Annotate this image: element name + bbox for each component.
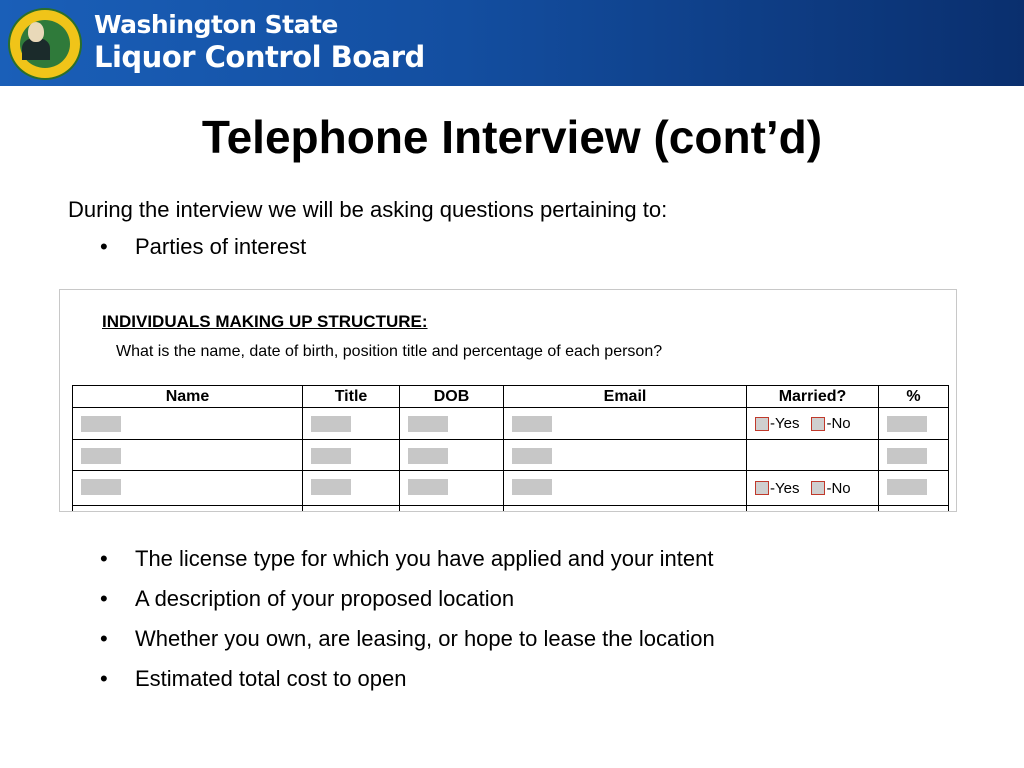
name-field <box>81 448 121 464</box>
slide-title: Telephone Interview (cont’d) <box>201 111 823 163</box>
form-heading: INDIVIDUALS MAKING UP STRUCTURE: <box>102 312 428 331</box>
email-field <box>512 416 552 432</box>
percent-field <box>887 448 927 464</box>
bullet-list-top <box>100 233 306 273</box>
bullet-dot: • <box>100 234 108 259</box>
married-cell <box>747 440 879 471</box>
no-label: -No <box>826 415 851 432</box>
name-cell <box>73 506 303 513</box>
dob-field <box>408 448 448 464</box>
table-row <box>73 506 949 513</box>
bullet-text: The license type for which you have applied and your intent <box>135 546 714 571</box>
title-field <box>311 479 351 495</box>
dob-cell <box>400 440 504 471</box>
title-cell <box>303 408 400 440</box>
email-cell <box>504 440 747 471</box>
title-cell <box>303 506 400 513</box>
column-header-percent: % <box>879 386 949 408</box>
header-banner <box>0 0 1024 86</box>
bullet-item <box>100 545 715 585</box>
no-label: -No <box>826 479 851 497</box>
column-header-title: Title <box>303 386 400 408</box>
table-row <box>73 408 949 440</box>
married-no-checkbox <box>811 417 825 431</box>
bullet-dot: • <box>100 626 108 651</box>
bullet-item <box>100 233 306 273</box>
yes-label: -Yes <box>770 415 800 432</box>
email-field <box>512 479 552 495</box>
bullet-text: Parties of interest <box>135 234 307 259</box>
email-cell <box>504 471 747 506</box>
bullet-dot: • <box>100 546 108 571</box>
dob-cell <box>400 506 504 513</box>
column-header-married: Married? <box>747 386 879 408</box>
name-cell <box>73 440 303 471</box>
email-cell <box>504 506 747 513</box>
percent-cell <box>879 440 949 471</box>
bullet-item <box>100 665 715 705</box>
table-header-row <box>73 386 949 408</box>
washington-seal-logo <box>8 8 82 80</box>
intro-text: During the interview we will be asking questions pertaining to: <box>68 197 668 222</box>
percent-cell <box>879 471 949 506</box>
yes-label: -Yes <box>770 479 800 497</box>
dob-field <box>408 479 448 495</box>
married-cell <box>747 506 879 513</box>
bullet-text: Whether you own, are leasing, or hope to lease the location <box>135 626 715 651</box>
dob-field <box>408 416 448 432</box>
email-field <box>512 448 552 464</box>
dob-cell <box>400 471 504 506</box>
married-yes-checkbox <box>755 481 769 495</box>
bullet-item <box>100 585 715 625</box>
title-cell <box>303 440 400 471</box>
name-cell <box>73 408 303 440</box>
name-field <box>81 416 121 432</box>
title-field <box>311 416 351 432</box>
percent-cell <box>879 506 949 513</box>
table-row <box>73 440 949 471</box>
percent-field <box>887 416 927 432</box>
org-name-line1: Washington State <box>94 10 338 39</box>
table-row <box>73 471 949 506</box>
column-header-name: Name <box>73 386 303 408</box>
column-header-dob: DOB <box>400 386 504 408</box>
structure-table <box>72 385 949 512</box>
married-cell <box>747 408 879 440</box>
bullet-text: Estimated total cost to open <box>135 666 407 691</box>
bullet-dot: • <box>100 666 108 691</box>
column-header-email: Email <box>504 386 747 408</box>
title-field <box>311 448 351 464</box>
married-yes-checkbox <box>755 417 769 431</box>
form-question: What is the name, date of birth, position title and percentage of each person? <box>116 343 663 360</box>
org-name-line2: Liquor Control Board <box>94 40 425 74</box>
bullet-text: A description of your proposed location <box>135 586 515 611</box>
title-cell <box>303 471 400 506</box>
email-cell <box>504 408 747 440</box>
bullet-item <box>100 625 715 665</box>
married-no-checkbox <box>811 481 825 495</box>
bullet-dot: • <box>100 586 108 611</box>
name-cell <box>73 471 303 506</box>
percent-field <box>887 479 927 495</box>
name-field <box>81 479 121 495</box>
percent-cell <box>879 408 949 440</box>
bullet-list-bottom <box>100 545 715 705</box>
married-cell <box>747 471 879 506</box>
dob-cell <box>400 408 504 440</box>
form-excerpt-image <box>59 289 957 512</box>
